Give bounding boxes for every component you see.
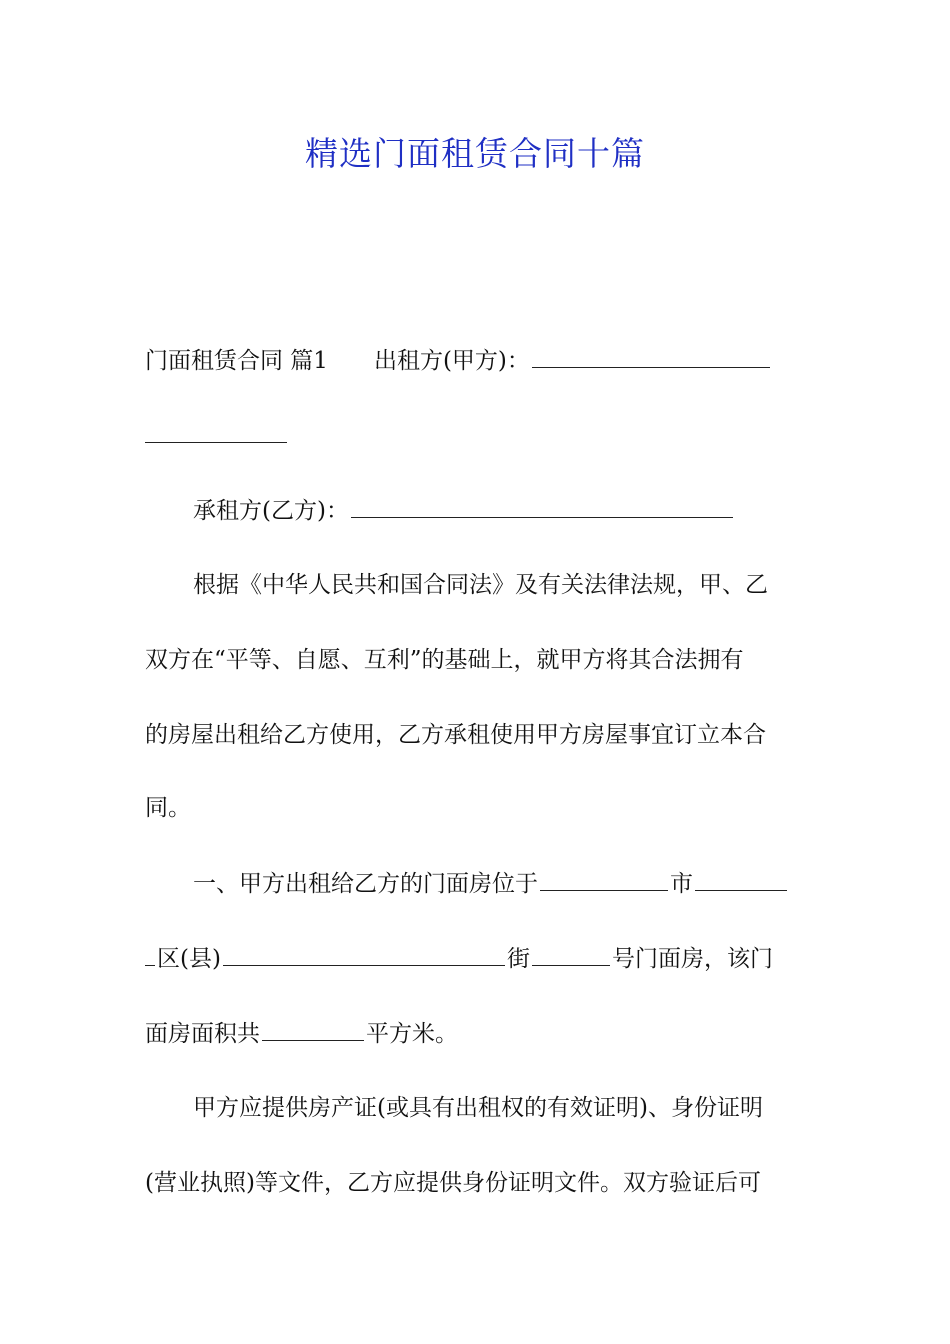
lessor-line bbox=[145, 345, 810, 376]
number-blank bbox=[532, 943, 610, 966]
street-label: 街 bbox=[506, 946, 530, 972]
clause1-prefix: 一、甲方出租给乙方的门面房位于 bbox=[193, 871, 538, 897]
clause1-line-3 bbox=[145, 1018, 810, 1049]
street-blank bbox=[223, 943, 505, 966]
lessor-blank-continued bbox=[145, 420, 810, 451]
para2-line-1: 甲方应提供房产证(或具有出租权的有效证明)、身份证明 bbox=[193, 1095, 763, 1121]
lessor-blank-2 bbox=[145, 420, 287, 443]
district-blank bbox=[695, 868, 787, 891]
clause1-line-2 bbox=[145, 943, 810, 974]
para1-line-3: 的房屋出租给乙方使用，乙方承租使用甲方房屋事宜订立本合 bbox=[145, 722, 766, 748]
para2-line-2: (营业执照)等文件，乙方应提供身份证明文件。双方验证后可 bbox=[145, 1170, 761, 1196]
section-heading: 门面租赁合同 篇1 bbox=[145, 348, 328, 374]
para1-line-2: 双方在“平等、自愿、互利”的基础上，就甲方将其合法拥有 bbox=[145, 647, 744, 673]
number-text: 号门面房，该门 bbox=[611, 946, 773, 972]
district-blank-cont bbox=[145, 943, 155, 966]
document-title: 精选门面租赁合同十篇 bbox=[305, 134, 645, 173]
lessee-blank bbox=[351, 495, 733, 518]
lessee-line bbox=[193, 495, 810, 526]
lessor-blank bbox=[532, 345, 770, 368]
clause1-line-1 bbox=[193, 868, 810, 899]
area-prefix: 面房面积共 bbox=[145, 1021, 260, 1047]
para1-line-1: 根据《中华人民共和国合同法》及有关法律法规，甲、乙 bbox=[193, 572, 768, 598]
area-blank bbox=[262, 1018, 364, 1041]
city-blank bbox=[540, 868, 668, 891]
lessor-label: 出租方(甲方)： bbox=[373, 348, 530, 374]
area-unit: 平方米。 bbox=[366, 1021, 458, 1047]
para1-line-4: 同。 bbox=[145, 795, 191, 821]
district-label: 区(县) bbox=[157, 946, 221, 972]
lessee-label: 承租方(乙方)： bbox=[193, 498, 349, 524]
city-label: 市 bbox=[670, 871, 693, 897]
